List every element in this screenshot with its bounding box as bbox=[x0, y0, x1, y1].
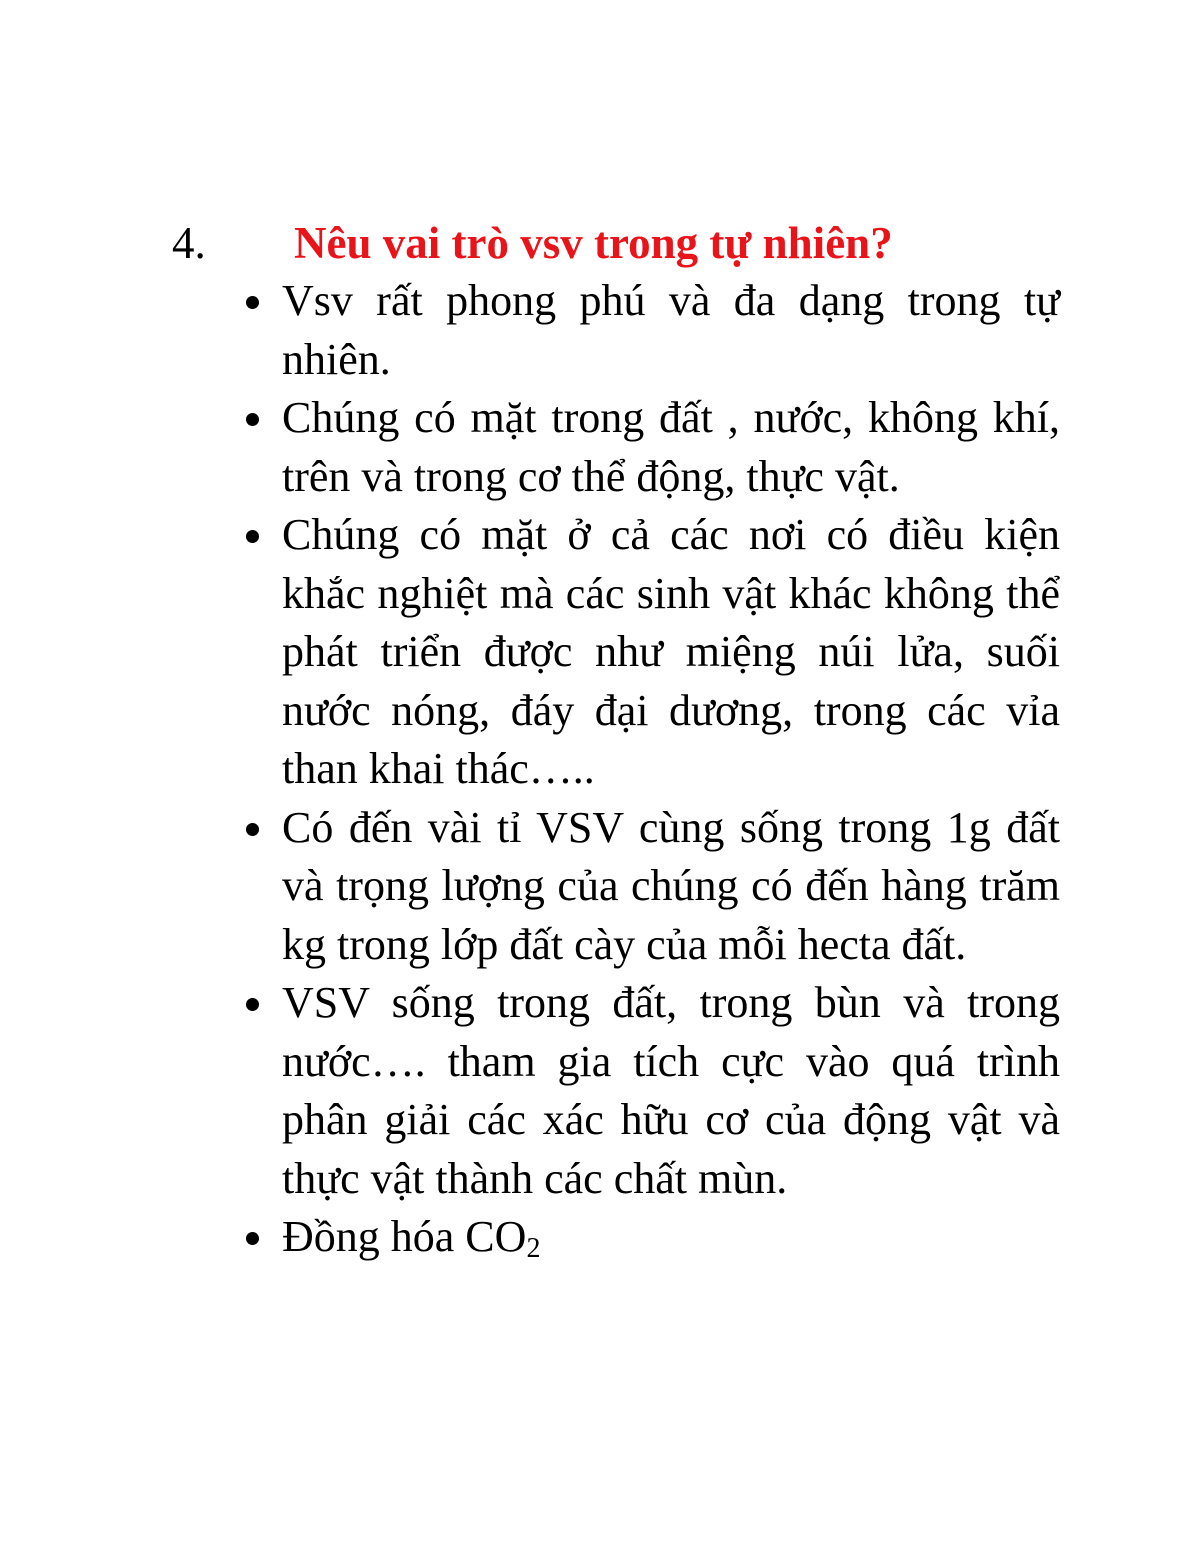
bullet-text bbox=[282, 1212, 541, 1264]
co2-subscript: 2 bbox=[526, 1233, 541, 1264]
bullet-text: Chúng có mặt ở cả các nơi có điều kiện khắc nghiệt mà các sinh vật khác không thể phát triển được như miệng núi lửa, suối nước nóng, đáy đại dương, trong các vỉa than khai thác….. bbox=[282, 510, 1060, 793]
bullet-icon bbox=[246, 1232, 259, 1245]
question-number: 4. bbox=[172, 218, 206, 268]
answer-bullet-list bbox=[240, 272, 1060, 1267]
bullet-item-extreme-environments bbox=[240, 506, 1060, 799]
bullet-item-habitats bbox=[240, 389, 1060, 506]
bullet-item-decomposition bbox=[240, 974, 1060, 1208]
bullet-item-soil-abundance bbox=[240, 799, 1060, 975]
bullet-text: Có đến vài tỉ VSV cùng sống trong 1g đất và trọng lượng của chúng có đến hàng trăm kg trong lớp đất cày của mỗi hecta đất. bbox=[282, 802, 1060, 969]
bullet-item-co2-assimilation bbox=[240, 1208, 1060, 1267]
bullet-icon bbox=[246, 413, 259, 426]
bullet-text: Chúng có mặt trong đất , nước, không khí, trên và trong cơ thể động, thực vật. bbox=[282, 393, 1060, 501]
bullet-item-diversity bbox=[240, 272, 1060, 389]
question-heading bbox=[172, 213, 1072, 273]
bullet-text: Vsv rất phong phú và đa dạng trong tự nhiên. bbox=[282, 276, 1060, 384]
co2-text: Đồng hóa CO bbox=[282, 1212, 527, 1261]
question-title: Nêu vai trò vsv trong tự nhiên? bbox=[294, 218, 893, 268]
bullet-text: VSV sống trong đất, trong bùn và trong nước…. tham gia tích cực vào quá trình phân giải các xác hữu cơ của động vật và thực vật thành các chất mùn. bbox=[282, 978, 1060, 1203]
bullet-icon bbox=[246, 530, 259, 543]
bullet-icon bbox=[246, 998, 259, 1011]
bullet-icon bbox=[246, 296, 259, 309]
bullet-icon bbox=[246, 823, 259, 836]
